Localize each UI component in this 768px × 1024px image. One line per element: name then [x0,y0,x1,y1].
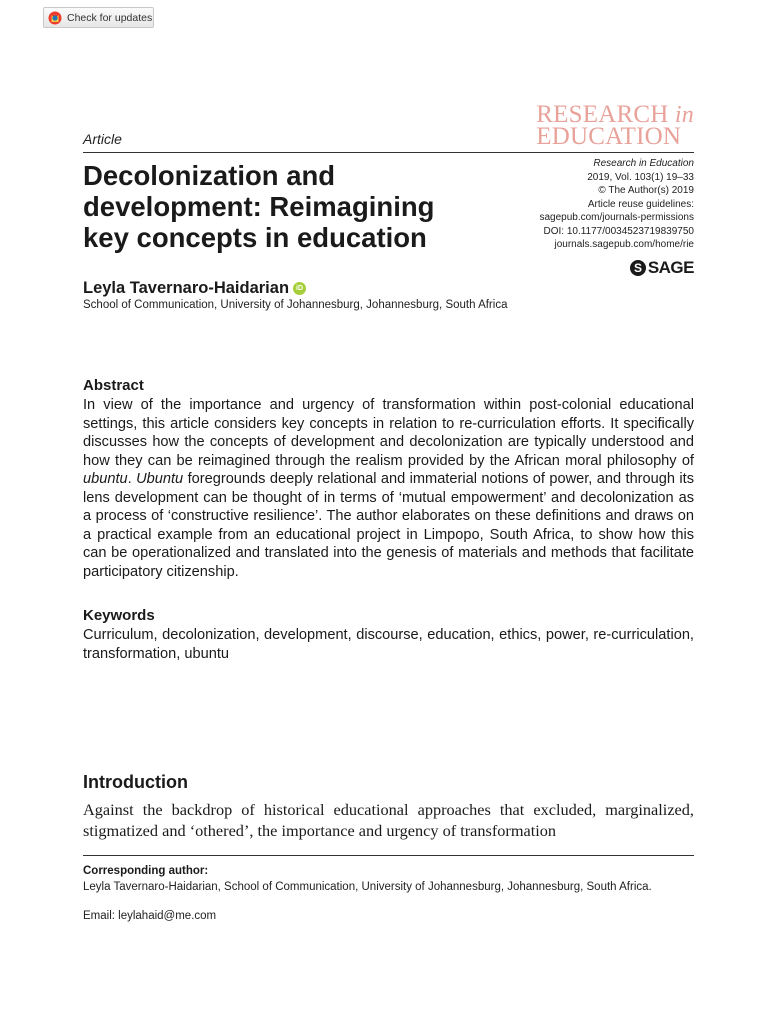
abstract-term: ubuntu [83,471,128,487]
reuse-link[interactable]: sagepub.com/journals-permissions [539,212,694,223]
corresponding-author-heading: Corresponding author: [83,865,209,877]
title-line: Decolonization and [83,160,336,191]
article-title [83,160,503,253]
reuse-label: Article reuse guidelines: [587,198,694,210]
sage-s-icon: S [630,260,646,276]
publisher-logo [630,258,694,278]
citation: 2019, Vol. 103(1) 19–33 [587,171,694,183]
abstract-term: Ubuntu [136,471,184,487]
author-name-text: Leyla Tavernaro-Haidarian [83,279,290,297]
publication-metadata [539,157,694,252]
journal-name: Research in Education [593,158,694,169]
keywords-text: Curriculum, decolonization, development, discourse, education, ethics, power, re-curriculation, transformation, ubuntu [83,627,694,662]
journal-logo-line1: RESEARCH [536,101,669,128]
author-name [83,279,306,298]
copyright: © The Author(s) 2019 [598,185,694,196]
keywords-heading: Keywords [83,607,155,624]
abstract-part: . [127,471,137,487]
introduction-text: Against the backdrop of historical educational approaches that excluded, marginalized, stigmatized and ‘othered’, the importance and urgency of transformation [83,800,694,840]
introduction-heading: Introduction [83,772,188,792]
abstract-part: In view of the importance and urgency of transformation within post-colonial educational settings, this article considers key concepts in relation to re-curriculation efforts. It specifically discusses how the concepts of development and decolonization are typically understood and how they can be reimagined through the realism provided by the African moral philosophy of [83,397,694,469]
abstract-text [83,396,694,581]
title-line: development: Reimagining [83,191,435,222]
corresponding-author-email[interactable]: Email: leylahaid@me.com [83,910,217,922]
check-for-updates-button[interactable] [43,7,154,28]
crossmark-icon [48,11,62,25]
journal-link[interactable]: journals.sagepub.com/home/rie [554,239,694,250]
article-type: Article [83,131,122,147]
check-for-updates-label: Check for updates [67,11,153,24]
publisher-name: SAGE [647,258,694,277]
header-divider [83,152,694,153]
author-affiliation: School of Communication, University of Johannesburg, Johannesburg, South Africa [83,299,508,311]
abstract-part: foregrounds deeply relational and immaterial notions of power, and through its lens development can be thought of in terms of ‘mutual empowerment’ and decolonization as a process of ‘constructive resilience’. The author elaborates on these definitions and draws on a practical example from an educational project in Limpopo, South Africa, to show how this can be operationalized and translated into the genesis of materials and methods that facilitate participatory citizenship. [83,471,695,580]
doi[interactable]: DOI: 10.1177/0034523719839750 [543,225,694,237]
journal-logo-in: in [674,102,694,128]
footnote-divider [83,855,694,856]
title-line: key concepts in education [83,222,427,253]
corresponding-author-text: Leyla Tavernaro-Haidarian, School of Communication, University of Johannesburg, Johannesburg, South Africa. [83,881,652,893]
journal-logo [536,101,694,150]
journal-logo-line2: EDUCATION [536,123,682,150]
abstract-heading: Abstract [83,377,144,394]
orcid-icon[interactable]: iD [293,282,306,295]
